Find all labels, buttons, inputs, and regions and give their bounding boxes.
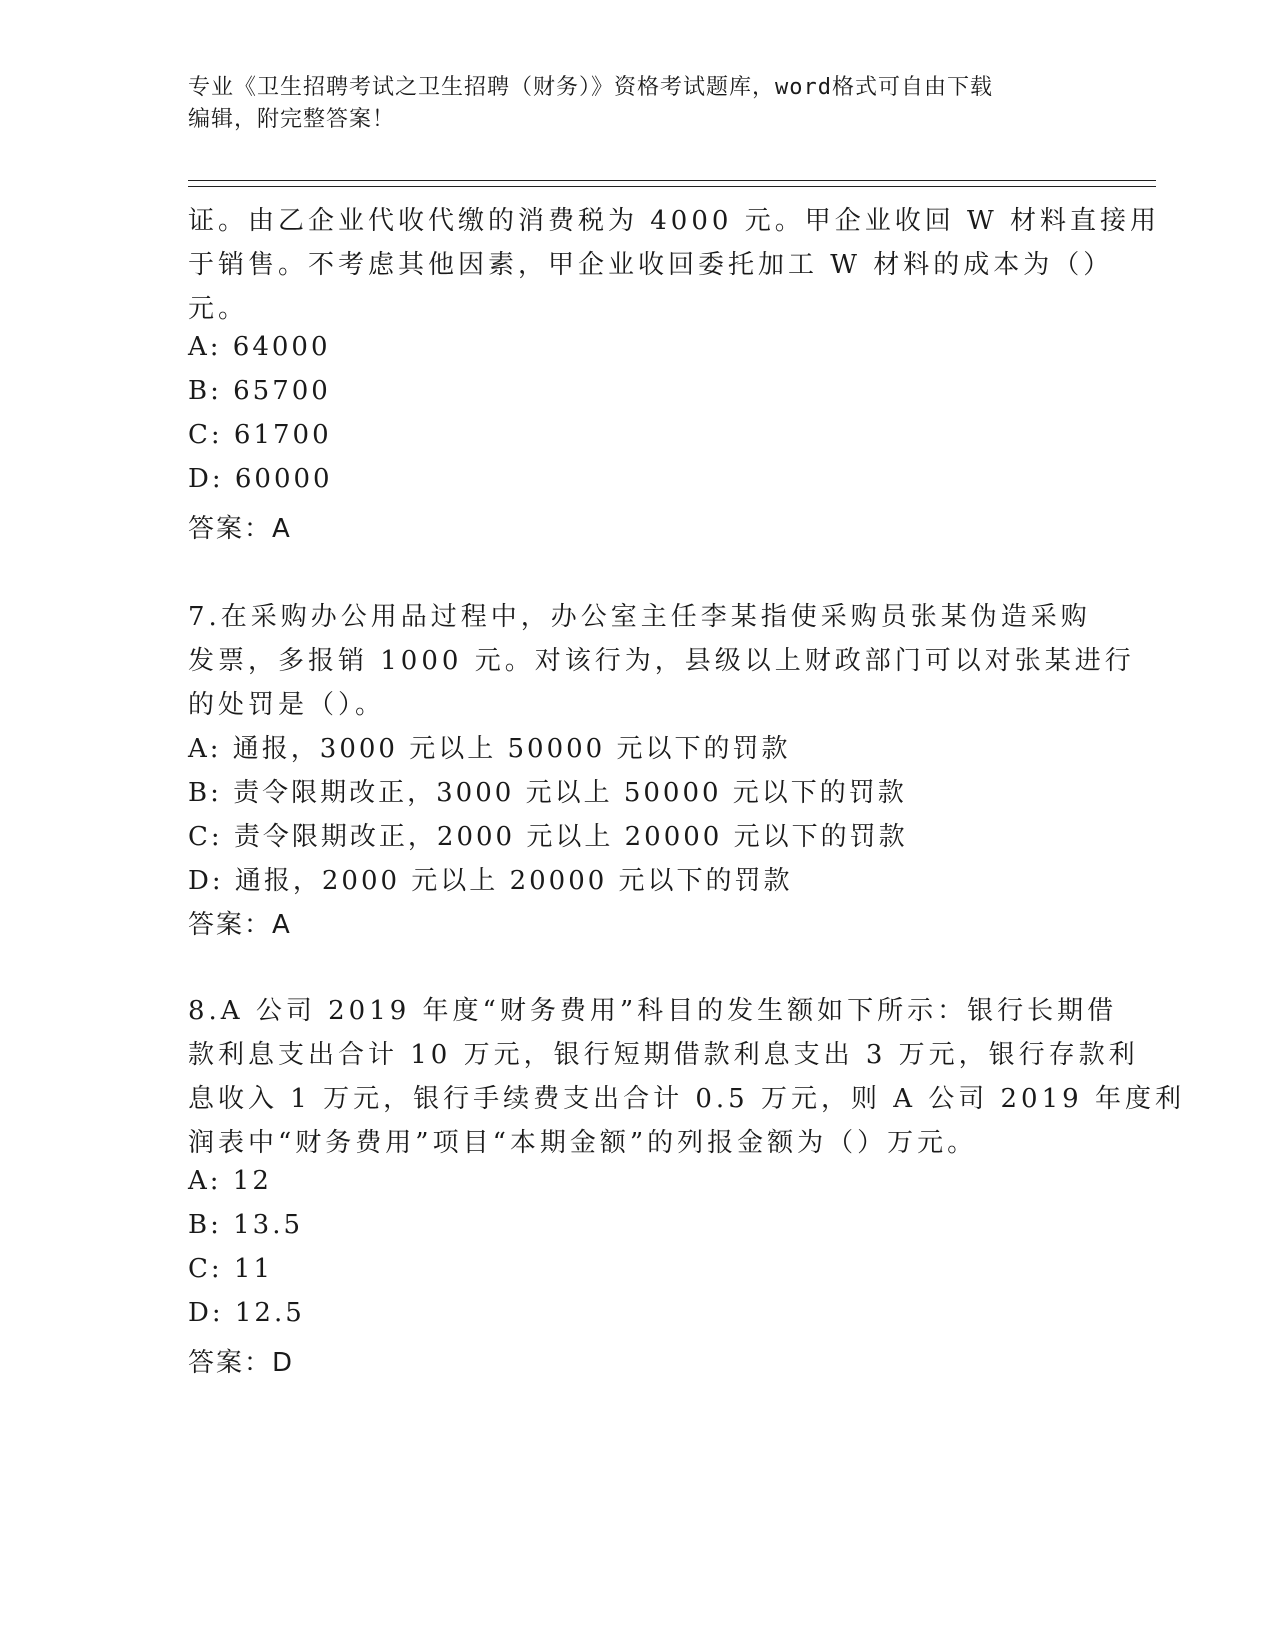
q8-answer: 答案：D bbox=[188, 1348, 295, 1378]
header-title-line-2: 编辑，附完整答案！ bbox=[188, 107, 396, 132]
q7-stem-line-2: 发票，多报销 1000 元。对该行为，县级以上财政部门可以对张某进行 bbox=[188, 646, 1135, 676]
q6-option-c: C: 61700 bbox=[188, 420, 332, 450]
q7-option-c: C: 责令限期改正，2000 元以上 20000 元以下的罚款 bbox=[188, 822, 908, 852]
q6-option-a: A: 64000 bbox=[188, 332, 331, 362]
q7-stem-line-3: 的处罚是（）。 bbox=[188, 690, 386, 720]
q7-option-a: A: 通报，3000 元以上 50000 元以下的罚款 bbox=[188, 734, 791, 764]
header-divider-top bbox=[188, 180, 1156, 181]
q8-option-a: A: 12 bbox=[188, 1166, 272, 1196]
q7-option-b: B: 责令限期改正，3000 元以上 50000 元以下的罚款 bbox=[188, 778, 907, 808]
q7-stem-line-1: 7.在采购办公用品过程中，办公室主任李某指使采购员张某伪造采购 bbox=[188, 602, 1091, 632]
q7-answer: 答案：A bbox=[188, 910, 292, 940]
q6-answer: 答案：A bbox=[188, 514, 292, 544]
q8-stem-line-3: 息收入 1 万元，银行手续费支出合计 0.5 万元，则 A 公司 2019 年度利 bbox=[188, 1084, 1185, 1114]
header-divider-bottom bbox=[188, 186, 1156, 187]
q8-option-c: C: 11 bbox=[188, 1254, 274, 1284]
q8-option-b: B: 13.5 bbox=[188, 1210, 304, 1240]
q6-stem-line-1: 证。由乙企业代收代缴的消费税为 4000 元。甲企业收回 W 材料直接用 bbox=[188, 206, 1160, 236]
q8-stem-line-1: 8.A 公司 2019 年度“财务费用”科目的发生额如下所示：银行长期借 bbox=[188, 996, 1118, 1026]
q6-stem-line-3: 元。 bbox=[188, 294, 249, 324]
q8-option-d: D: 12.5 bbox=[188, 1298, 305, 1328]
q6-option-d: D: 60000 bbox=[188, 464, 333, 494]
q6-option-b: B: 65700 bbox=[188, 376, 331, 406]
q6-stem-line-2: 于销售。不考虑其他因素，甲企业收回委托加工 W 材料的成本为（） bbox=[188, 250, 1114, 280]
q8-stem-line-2: 款利息支出合计 10 万元，银行短期借款利息支出 3 万元，银行存款利 bbox=[188, 1040, 1139, 1070]
q8-stem-line-4: 润表中“财务费用”项目“本期金额”的列报金额为（）万元。 bbox=[188, 1128, 978, 1158]
header-title-line-1: 专业《卫生招聘考试之卫生招聘（财务）》资格考试题库，word格式可自由下载 bbox=[188, 75, 993, 100]
document-header bbox=[188, 72, 1088, 136]
q7-option-d: D: 通报，2000 元以上 20000 元以下的罚款 bbox=[188, 866, 793, 896]
